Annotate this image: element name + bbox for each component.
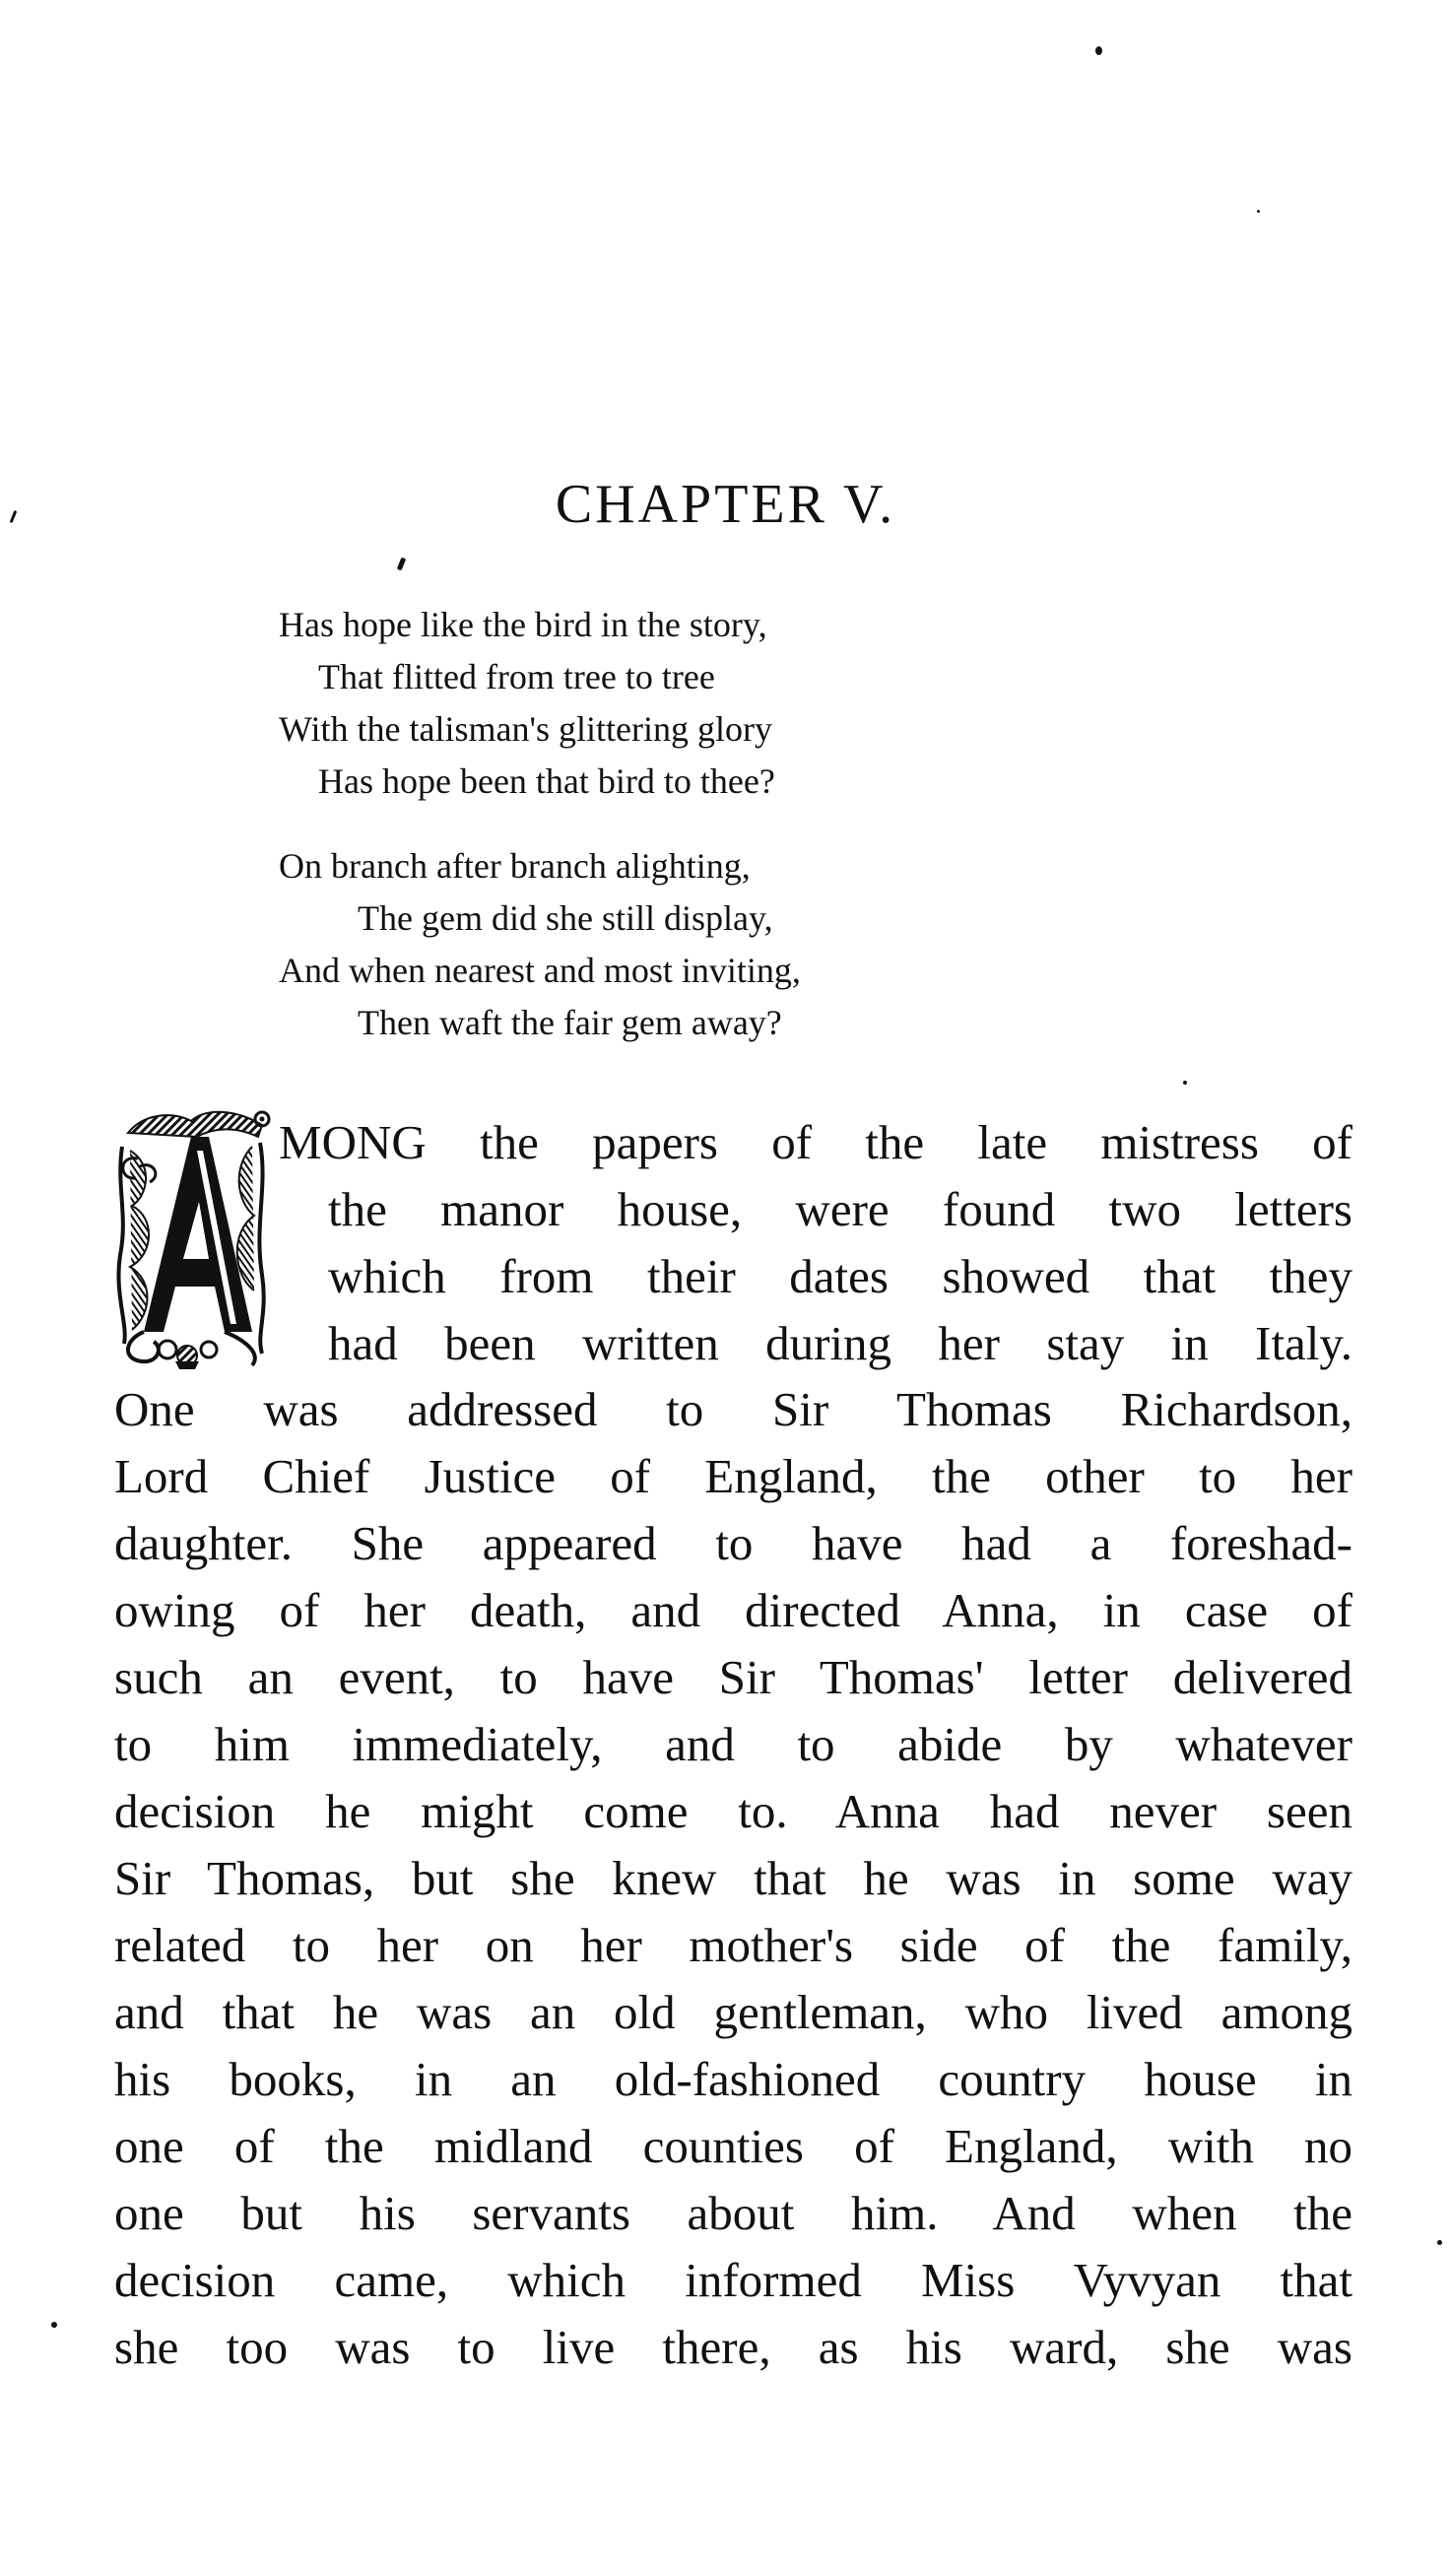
stanza-gap — [279, 808, 1027, 840]
drop-cap-wrapped-lines — [279, 1109, 1352, 1377]
paragraph-line: one but his servants about him. And when the — [114, 2186, 1352, 2240]
print-speck — [51, 2322, 57, 2328]
poem-line: The gem did she still display, — [358, 898, 773, 938]
paragraph-line: Lord Chief Justice of England, the other to her — [114, 1449, 1352, 1503]
paragraph-line: One was addressed to Sir Thomas Richardson, — [114, 1382, 1352, 1436]
print-speck — [1183, 1081, 1187, 1085]
paragraph-line: related to her on her mother's side of the family, — [114, 1918, 1352, 1972]
paragraph-line: Sir Thomas, but she knew that he was in some way — [114, 1851, 1352, 1905]
ornamental-drop-cap — [114, 1107, 274, 1371]
print-speck — [1095, 46, 1102, 55]
print-speck — [1437, 2240, 1442, 2245]
paragraph-line: she too was to live there, as his ward, she was — [114, 2320, 1352, 2374]
paragraph-line: and that he was an old gentleman, who lived among — [114, 1985, 1352, 2039]
paragraph-line: the manor house, were found two letters — [328, 1182, 1352, 1236]
paragraph-line: one of the midland counties of England, with no — [114, 2119, 1352, 2173]
paragraph-line: daughter. She appeared to have had a foreshad- — [114, 1516, 1352, 1570]
paragraph-line: to him immediately, and to abide by whatever — [114, 1717, 1352, 1771]
poem-line: Then waft the fair gem away? — [358, 1003, 782, 1042]
paragraph-line: decision he might come to. Anna had never seen — [114, 1784, 1352, 1838]
poem-stanza — [279, 840, 1027, 1049]
paragraph-line: which from their dates showed that they — [328, 1249, 1352, 1303]
paragraph-line: MONG the papers of the late mistress of — [279, 1115, 1352, 1169]
drop-cap-ornament-icon — [114, 1107, 274, 1371]
poem-line: And when nearest and most inviting, — [279, 951, 801, 990]
poem-line: That flitted from tree to tree — [318, 657, 715, 696]
poem-line: Has hope like the bird in the story, — [279, 605, 767, 644]
paragraph-body — [114, 1376, 1352, 2381]
paragraph-line: had been written during her stay in Italy. — [328, 1316, 1352, 1370]
poem-line: On branch after branch alighting, — [279, 846, 751, 886]
epigraph-poem — [279, 599, 1027, 1049]
poem-line: With the talisman's glittering glory — [279, 709, 772, 749]
paragraph-line: his books, in an old-fashioned country house in — [114, 2052, 1352, 2106]
poem-line: Has hope been that bird to thee? — [318, 761, 775, 801]
paragraph-line: owing of her death, and directed Anna, in case of — [114, 1583, 1352, 1637]
print-speck — [1257, 210, 1260, 213]
paragraph-line: decision came, which informed Miss Vyvyan that — [114, 2253, 1352, 2307]
paragraph-line: such an event, to have Sir Thomas' letter delivered — [114, 1650, 1352, 1704]
print-speck — [397, 558, 407, 571]
chapter-title: CHAPTER V. — [555, 474, 896, 535]
poem-stanza — [279, 599, 1027, 808]
